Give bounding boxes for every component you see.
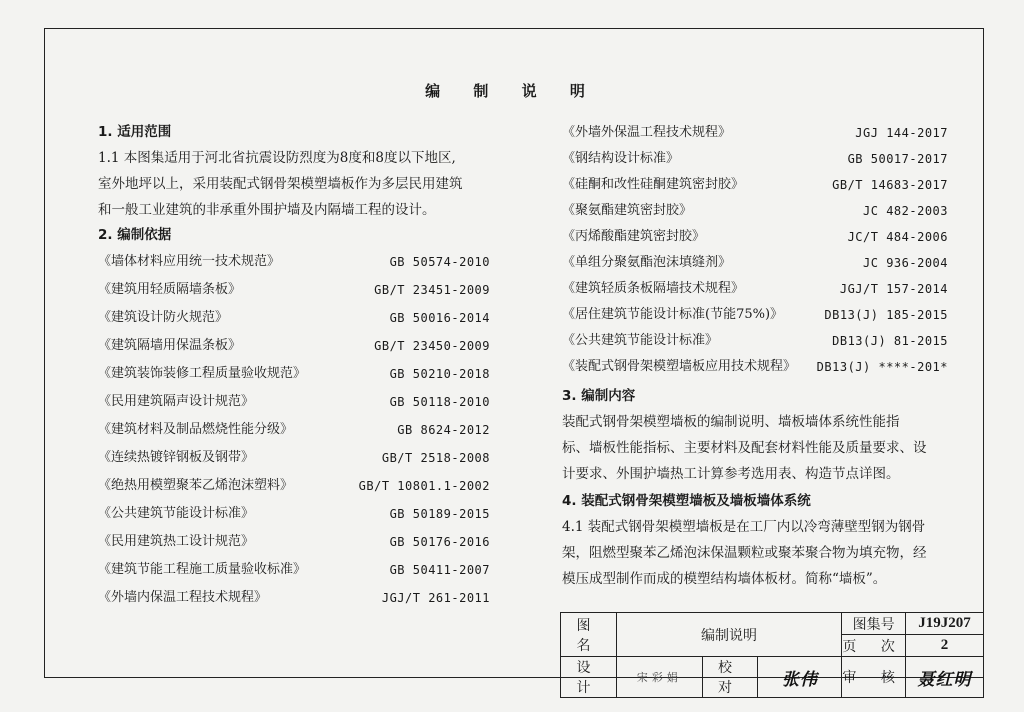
reference-code: GB 50210-2018 <box>389 367 490 381</box>
reference-row <box>562 250 948 276</box>
section-1-heading: 1. 适用范围 <box>98 124 172 140</box>
reference-row <box>98 500 490 528</box>
reference-name: 《硅酮和改性硅酮建筑密封胶》 <box>562 177 745 192</box>
checker-signature: 张伟 <box>758 657 842 698</box>
reference-name: 《墙体材料应用统一技术规范》 <box>98 254 281 269</box>
title-block <box>560 612 984 698</box>
section-4-heading: 4. 装配式钢骨架模塑墙板及墙板墙体系统 <box>562 493 811 509</box>
review-label: 审 核 <box>842 657 906 698</box>
reference-code: JC 482-2003 <box>863 204 948 218</box>
section-2-heading: 2. 编制依据 <box>98 227 172 243</box>
reference-code: GB/T 14683-2017 <box>832 178 948 192</box>
reference-code: GB 50574-2010 <box>389 255 490 269</box>
reference-code: GB/T 23450-2009 <box>374 339 490 353</box>
reference-code: DB13(J) 185-2015 <box>824 308 948 322</box>
reference-row <box>562 276 948 302</box>
reference-name: 《建筑装饰装修工程质量验收规范》 <box>98 366 307 381</box>
atlas-number-label: 图集号 <box>842 613 906 635</box>
reference-list <box>98 248 490 612</box>
reference-name: 《建筑用轻质隔墙条板》 <box>98 282 242 297</box>
reference-name: 《民用建筑隔声设计规范》 <box>98 394 255 409</box>
page-title: 编 制 说 明 <box>425 82 599 100</box>
reference-code: GB/T 10801.1-2002 <box>358 479 490 493</box>
reference-name: 《居住建筑节能设计标准(节能75%)》 <box>562 307 784 322</box>
section-3-paragraph <box>562 409 948 487</box>
reference-code: GB/T 2518-2008 <box>381 451 490 465</box>
reference-name: 《建筑节能工程施工质量验收标准》 <box>98 562 307 577</box>
reference-row <box>562 198 948 224</box>
paragraph-line: 模压成型制作而成的模塑结构墙体板材。简称“墙板”。 <box>562 571 887 587</box>
reference-name: 《单组分聚氨酯泡沫填缝剂》 <box>562 255 732 270</box>
reference-row <box>98 332 490 360</box>
reference-row <box>562 354 948 380</box>
reference-row <box>98 472 490 500</box>
reference-name: 《建筑隔墙用保温条板》 <box>98 338 242 353</box>
drawing-name: 编制说明 <box>616 613 841 657</box>
reference-code: GB 50411-2007 <box>389 563 490 577</box>
reference-list-continued <box>562 120 948 380</box>
paragraph-line: 装配式钢骨架模塑墙板的编制说明、墙板墙体系统性能指 <box>562 414 900 430</box>
reference-name: 《钢结构设计标准》 <box>562 151 680 166</box>
reference-name: 《公共建筑节能设计标准》 <box>98 506 255 521</box>
reference-code: GB 50176-2016 <box>389 535 490 549</box>
reference-row <box>562 120 948 146</box>
paragraph-line: 1.1 本图集适用于河北省抗震设防烈度为8度和8度以下地区, <box>98 150 456 166</box>
left-column <box>98 120 490 612</box>
reference-row <box>98 276 490 304</box>
paragraph-line: 计要求、外围护墙热工计算参考选用表、构造节点详图。 <box>562 466 900 482</box>
reference-name: 《民用建筑热工设计规范》 <box>98 534 255 549</box>
right-column <box>562 120 948 592</box>
reference-row <box>562 146 948 172</box>
reference-row <box>98 304 490 332</box>
reference-code: GB 8624-2012 <box>397 423 490 437</box>
paragraph-line: 标、墙板性能指标、主要材料及配套材料性能及质量要求、设 <box>562 440 927 456</box>
reference-name: 《绝热用模塑聚苯乙烯泡沫塑料》 <box>98 478 294 493</box>
reference-code: GB 50016-2014 <box>389 311 490 325</box>
reference-row <box>562 224 948 250</box>
reference-code: JGJ/T 157-2014 <box>839 282 948 296</box>
reference-row <box>98 584 490 612</box>
reference-code: DB13(J) ****-201* <box>816 360 948 374</box>
reference-name: 《建筑设计防火规范》 <box>98 310 229 325</box>
paragraph-line: 室外地坪以上，采用装配式钢骨架模塑墙板作为多层民用建筑 <box>98 176 463 192</box>
drawing-name-label: 图 名 <box>561 613 617 657</box>
reference-row <box>98 388 490 416</box>
reference-row <box>562 328 948 354</box>
reference-row <box>98 248 490 276</box>
reviewer-signature: 聂红明 <box>906 657 984 698</box>
design-label: 设 计 <box>561 657 617 698</box>
reference-code: JGJ 144-2017 <box>855 126 948 140</box>
reference-name: 《外墙外保温工程技术规程》 <box>562 125 732 140</box>
reference-row <box>98 360 490 388</box>
paragraph-line: 架，阻燃型聚苯乙烯泡沫保温颗粒或聚苯聚合物为填充物，经 <box>562 545 927 561</box>
reference-name: 《外墙内保温工程技术规程》 <box>98 590 268 605</box>
reference-code: JC 936-2004 <box>863 256 948 270</box>
paragraph-line: 和一般工业建筑的非承重外围护墙及内隔墙工程的设计。 <box>98 202 436 218</box>
section-4-paragraph <box>562 514 948 592</box>
paragraph-line: 4.1 装配式钢骨架模塑墙板是在工厂内以冷弯薄壁型钢为钢骨 <box>562 519 926 535</box>
reference-row <box>98 444 490 472</box>
reference-name: 《公共建筑节能设计标准》 <box>562 333 719 348</box>
check-label: 校 对 <box>702 657 758 698</box>
designer-signature: 宋彩娟 <box>616 657 702 698</box>
reference-row <box>98 528 490 556</box>
reference-code: DB13(J) 81-2015 <box>832 334 948 348</box>
section-1-paragraph <box>98 145 490 223</box>
reference-name: 《聚氨酯建筑密封胶》 <box>562 203 693 218</box>
reference-name: 《丙烯酸酯建筑密封胶》 <box>562 229 706 244</box>
reference-row <box>562 172 948 198</box>
atlas-number: J19J207 <box>906 613 984 635</box>
reference-row <box>98 556 490 584</box>
section-3-heading: 3. 编制内容 <box>562 388 636 404</box>
reference-code: GB 50017-2017 <box>847 152 948 166</box>
page-number: 2 <box>906 635 984 657</box>
reference-code: JC/T 484-2006 <box>847 230 948 244</box>
reference-name: 《连续热镀锌钢板及钢带》 <box>98 450 255 465</box>
reference-code: GB 50189-2015 <box>389 507 490 521</box>
page-number-label: 页 次 <box>842 635 906 657</box>
reference-name: 《建筑材料及制品燃烧性能分级》 <box>98 422 294 437</box>
reference-row <box>98 416 490 444</box>
reference-name: 《建筑轻质条板隔墙技术规程》 <box>562 281 745 296</box>
reference-name: 《装配式钢骨架模塑墙板应用技术规程》 <box>562 359 797 374</box>
reference-code: JGJ/T 261-2011 <box>381 591 490 605</box>
reference-code: GB/T 23451-2009 <box>374 283 490 297</box>
reference-code: GB 50118-2010 <box>389 395 490 409</box>
reference-row <box>562 302 948 328</box>
